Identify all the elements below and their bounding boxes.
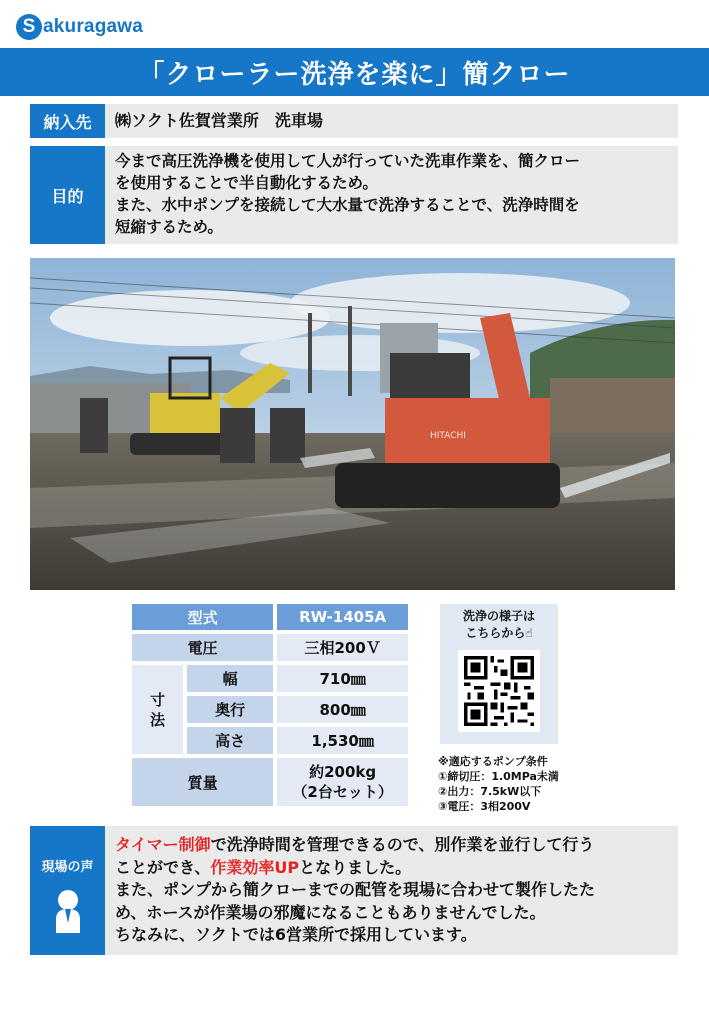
spec-depth-value: 800㎜	[275, 694, 410, 725]
pump-notes-title: ※適応するポンプ条件	[438, 755, 548, 768]
delivery-value: ㈱ソクト佐賀営業所 洗車場	[105, 104, 678, 138]
voice-label: 現場の声	[30, 826, 105, 955]
spec-voltage-value: 三相200Ｖ	[275, 632, 410, 663]
qr-code-icon[interactable]	[458, 650, 540, 732]
speaker-icon	[53, 889, 83, 933]
purpose-line: を使用することで半自動化するため。	[115, 174, 378, 192]
brand-logo	[16, 12, 143, 42]
spec-model-label: 型式	[130, 602, 275, 632]
spec-table	[130, 602, 410, 808]
spec-mass-label: 質量	[130, 756, 275, 808]
logo-text: akuragawa	[43, 16, 144, 37]
voice-line: また、ポンプから簡クローまでの配管を現場に合わせて製作したた	[115, 880, 596, 899]
machine-brand: HITACHI	[430, 431, 466, 441]
page-title: 「クローラー洗浄を楽に」簡クロー	[0, 48, 709, 96]
pump-note-item: ②出力：7.5kW以下	[438, 785, 542, 798]
purpose-line: 今まで高圧洗浄機を使用して人が行っていた洗車作業を、簡クロー	[115, 152, 581, 170]
spec-model-value: RW-1405A	[275, 602, 410, 632]
purpose-line: 短縮するため。	[115, 218, 223, 236]
spec-width-value: 710㎜	[275, 663, 410, 694]
pump-note-item: ③電圧：3相200V	[438, 800, 531, 813]
pump-note-item: ①締切圧：1.0MPa未満	[438, 770, 559, 783]
voice-line: ちなみに、ソクトでは6営業所で採用しています。	[115, 925, 477, 944]
delivery-label: 納入先	[30, 104, 105, 138]
spec-height-label: 高さ	[185, 725, 275, 756]
purpose-line: また、水中ポンプを接続して大水量で洗浄することで、洗浄時間を	[115, 196, 580, 214]
spec-height-value: 1,530㎜	[275, 725, 410, 756]
voice-line: め、ホースが作業場の邪魔になることもありませんでした。	[115, 902, 546, 922]
qr-panel	[440, 604, 558, 744]
delivery-row	[30, 104, 678, 138]
logo-mark: S	[16, 14, 42, 40]
spec-mass-value: 約200kg （2台セット）	[275, 756, 410, 808]
voice-line: タイマー制御で洗浄時間を管理できるので、別作業を並行して行う	[115, 835, 595, 854]
purpose-label: 目的	[30, 146, 105, 244]
spec-dims-label: 寸 法	[130, 663, 185, 756]
site-photo	[30, 258, 675, 590]
purpose-row	[30, 146, 678, 244]
spec-width-label: 幅	[185, 663, 275, 694]
purpose-text	[105, 146, 678, 244]
pump-notes	[438, 754, 559, 814]
spec-voltage-label: 電圧	[130, 632, 275, 663]
voice-row	[30, 826, 678, 955]
voice-line: ことができ、作業効率UPとなりました。	[115, 857, 412, 877]
voice-text	[105, 826, 678, 955]
spec-depth-label: 奥行	[185, 694, 275, 725]
qr-caption: 洗浄の様子は こちらから☝	[462, 609, 535, 640]
